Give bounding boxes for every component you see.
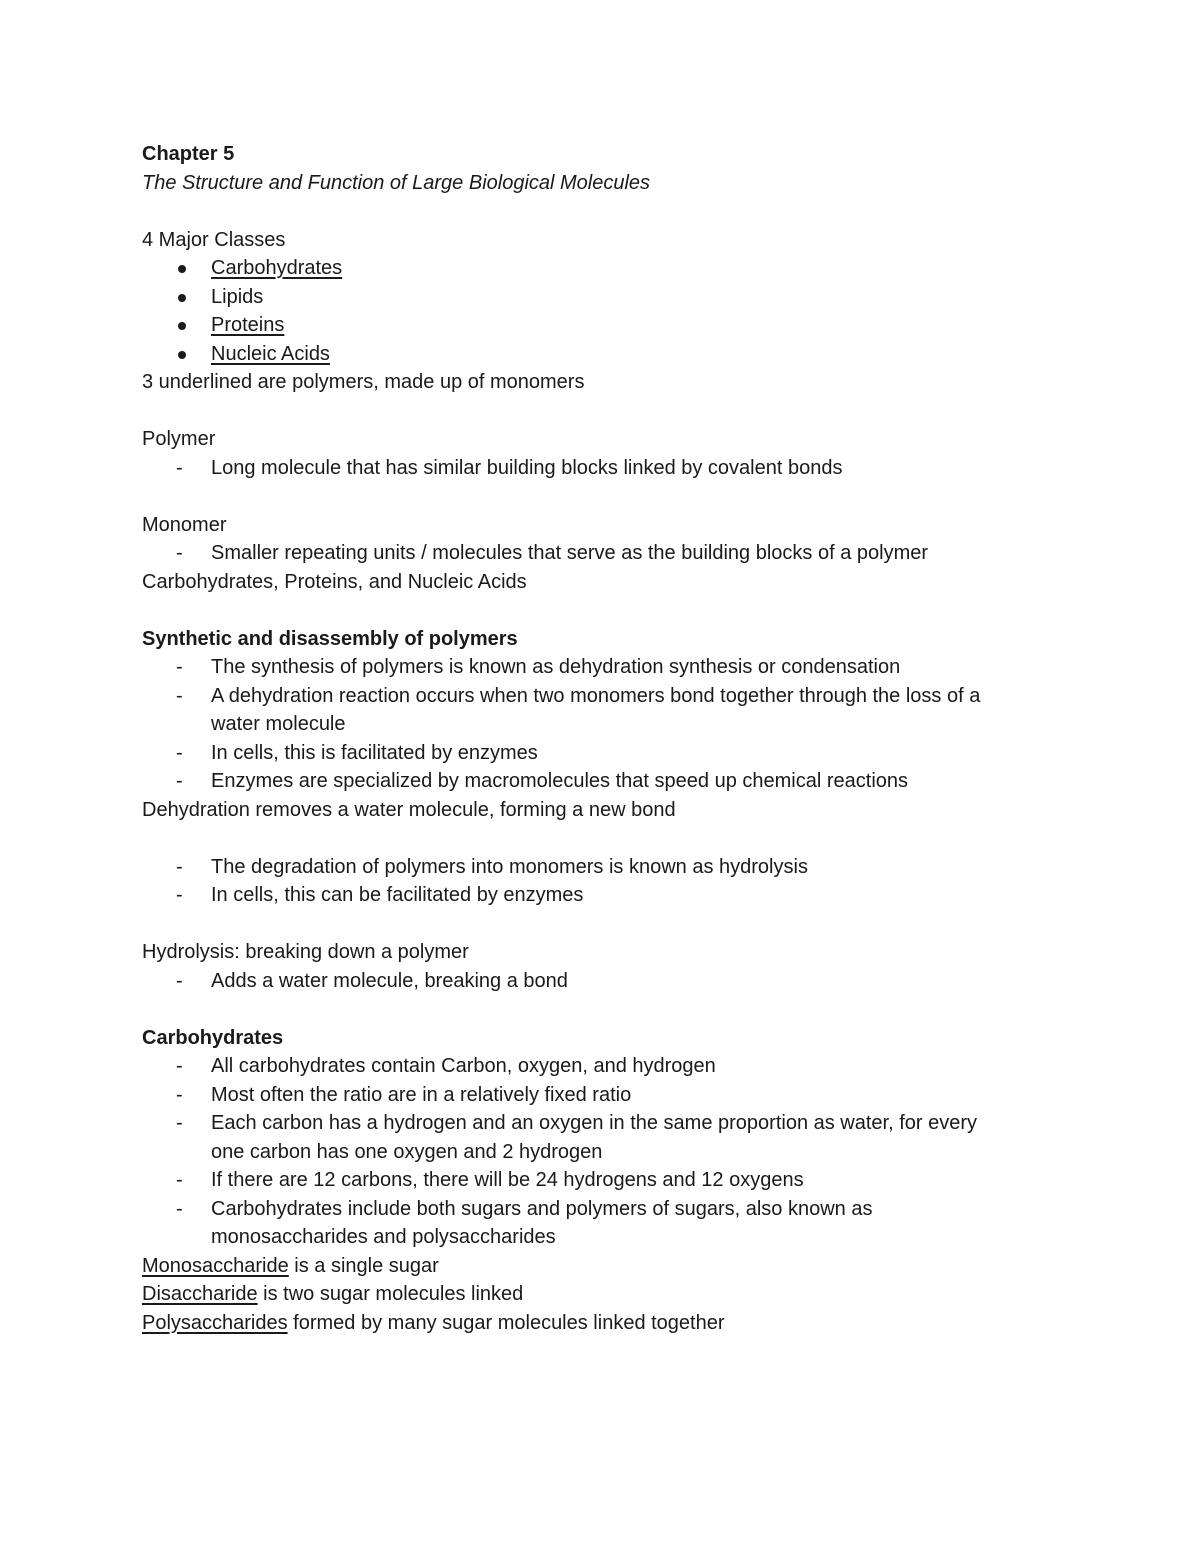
definition-text: is two sugar molecules linked xyxy=(257,1283,524,1305)
hydrolysis-term: Hydrolysis: breaking down a polymer xyxy=(142,941,469,963)
definition-term: Monosaccharide xyxy=(142,1254,289,1277)
synthesis-note: Dehydration removes a water molecule, forming a new bond xyxy=(142,798,676,821)
chapter-subtitle: The Structure and Function of Large Biological Molecules xyxy=(142,171,651,194)
carbohydrates-list xyxy=(142,1052,1062,1252)
list-item-text: In cells, this can be facilitated by enzymes xyxy=(211,884,584,906)
class-proteins: Proteins xyxy=(211,314,285,336)
dash-marker: - xyxy=(176,656,183,678)
list-item-continuation xyxy=(142,710,1062,739)
list-item-text: All carbohydrates contain Carbon, oxygen, and hydrogen xyxy=(211,1055,716,1077)
list-item-text: one carbon has one oxygen and 2 hydrogen xyxy=(211,1140,603,1163)
classes-note: 3 underlined are polymers, made up of monomers xyxy=(142,371,585,393)
dash-marker: - xyxy=(176,684,183,707)
monomer-term: Monomer xyxy=(142,513,227,536)
list-item xyxy=(142,739,1062,768)
dash-marker: - xyxy=(176,1197,183,1220)
definition-disaccharide xyxy=(142,1280,1062,1309)
list-item xyxy=(142,1195,1062,1224)
list-item-text: Adds a water molecule, breaking a bond xyxy=(211,969,568,992)
carbohydrates-heading: Carbohydrates xyxy=(142,1026,284,1049)
bullet-icon xyxy=(178,351,186,359)
list-item-text: In cells, this is facilitated by enzymes xyxy=(211,741,538,764)
list-item-text: Enzymes are specialized by macromolecules that speed up chemical reactions xyxy=(211,770,909,792)
definition-text: formed by many sugar molecules linked together xyxy=(287,1311,725,1334)
list-item-text: monosaccharides and polysaccharides xyxy=(211,1226,556,1248)
definition-monosaccharide xyxy=(142,1252,1062,1281)
spacer xyxy=(142,995,1062,1024)
spacer xyxy=(142,482,1062,511)
dash-marker: - xyxy=(176,741,183,764)
dash-marker: - xyxy=(176,542,183,564)
classes-list xyxy=(142,254,1062,368)
synthesis-list xyxy=(142,653,1062,796)
list-item xyxy=(142,767,1062,796)
list-item xyxy=(142,653,1062,682)
list-item-text: A dehydration reaction occurs when two monomers bond together through the loss of a xyxy=(211,684,981,707)
list-item xyxy=(142,311,1062,340)
spacer xyxy=(142,596,1062,625)
list-item xyxy=(142,340,1062,369)
list-item xyxy=(142,283,1062,312)
list-item-text: If there are 12 carbons, there will be 24 hydrogens and 12 oxygens xyxy=(211,1169,804,1191)
polymer-term: Polymer xyxy=(142,428,216,450)
polymer-list xyxy=(142,454,1062,483)
document-body xyxy=(142,140,1062,1337)
list-item xyxy=(142,881,1062,910)
list-item xyxy=(142,539,1062,568)
hydrolysis-list xyxy=(142,967,1062,996)
dash-marker: - xyxy=(176,969,183,992)
dash-marker: - xyxy=(176,855,183,878)
spacer xyxy=(142,197,1062,226)
list-item xyxy=(142,967,1062,996)
dash-marker: - xyxy=(176,1083,183,1106)
bullet-icon xyxy=(178,265,186,273)
monomer-note: Carbohydrates, Proteins, and Nucleic Acids xyxy=(142,570,527,593)
list-item xyxy=(142,853,1062,882)
dash-marker: - xyxy=(176,456,183,479)
class-nucleic-acids: Nucleic Acids xyxy=(211,342,330,365)
dash-marker: - xyxy=(176,1169,183,1191)
synthesis-heading: Synthetic and disassembly of polymers xyxy=(142,627,518,650)
hydrolysis-points-list xyxy=(142,853,1062,910)
list-item xyxy=(142,254,1062,283)
chapter-title: Chapter 5 xyxy=(142,143,235,165)
spacer xyxy=(142,824,1062,853)
class-carbohydrates: Carbohydrates xyxy=(211,257,343,279)
spacer xyxy=(142,910,1062,939)
dash-marker: - xyxy=(176,1055,183,1077)
list-item-text: Long molecule that has similar building blocks linked by covalent bonds xyxy=(211,456,843,479)
definition-polysaccharides xyxy=(142,1309,1062,1338)
definition-text: is a single sugar xyxy=(288,1254,439,1277)
definition-term: Disaccharide xyxy=(142,1283,258,1305)
dash-marker: - xyxy=(176,770,183,792)
monomer-list xyxy=(142,539,1062,568)
definition-term: Polysaccharides xyxy=(142,1311,288,1334)
dash-marker: - xyxy=(176,1112,183,1134)
list-item xyxy=(142,1166,1062,1195)
list-item-continuation xyxy=(142,1138,1062,1167)
list-item-text: water molecule xyxy=(211,713,346,735)
class-lipids: Lipids xyxy=(211,285,264,308)
spacer xyxy=(142,397,1062,426)
dash-marker: - xyxy=(176,884,183,906)
list-item xyxy=(142,1052,1062,1081)
bullet-icon xyxy=(178,294,186,302)
list-item-text: Smaller repeating units / molecules that serve as the building blocks of a polymer xyxy=(211,542,929,564)
list-item-text: The synthesis of polymers is known as dehydration synthesis or condensation xyxy=(211,656,901,678)
list-item-text: The degradation of polymers into monomers is known as hydrolysis xyxy=(211,855,808,878)
list-item xyxy=(142,682,1062,711)
list-item xyxy=(142,1109,1062,1138)
list-item-text: Most often the ratio are in a relatively fixed ratio xyxy=(211,1083,632,1106)
list-item xyxy=(142,1081,1062,1110)
classes-heading: 4 Major Classes xyxy=(142,228,286,251)
list-item-continuation xyxy=(142,1223,1062,1252)
list-item xyxy=(142,454,1062,483)
bullet-icon xyxy=(178,322,186,330)
list-item-text: Carbohydrates include both sugars and polymers of sugars, also known as xyxy=(211,1197,873,1220)
list-item-text: Each carbon has a hydrogen and an oxygen in the same proportion as water, for every xyxy=(211,1112,978,1134)
